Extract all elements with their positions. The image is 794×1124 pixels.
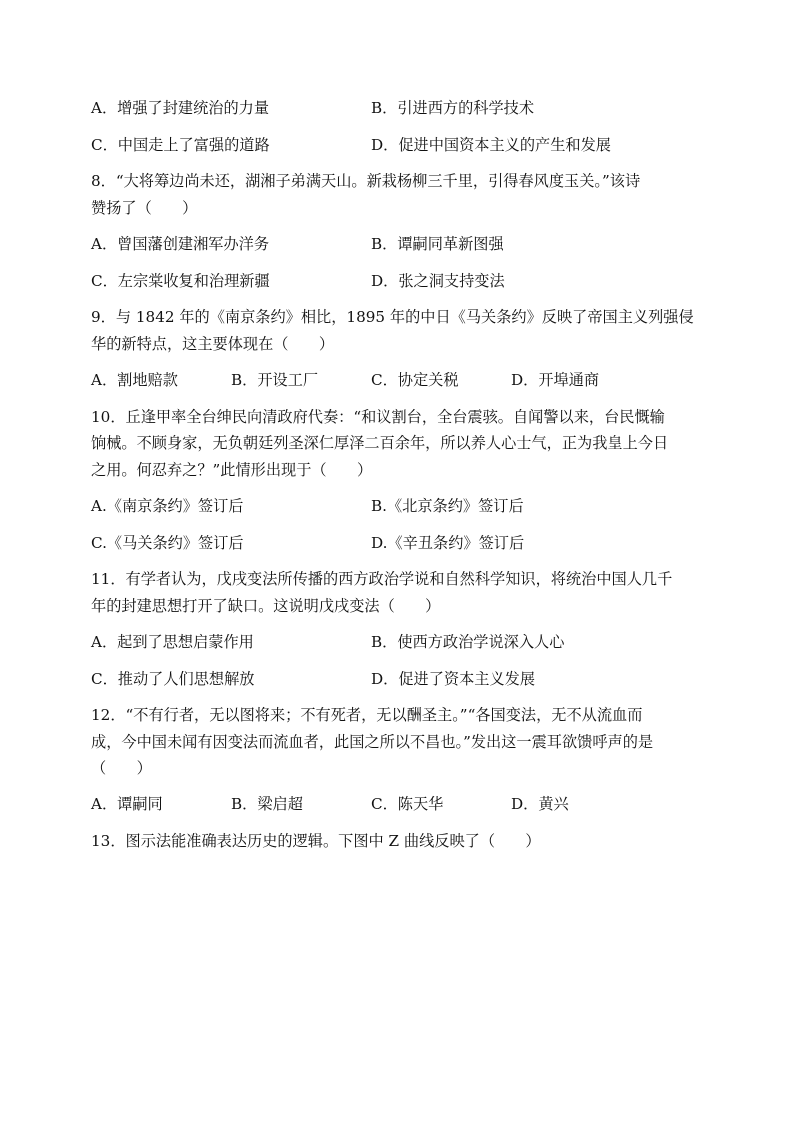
question-11-option-b[interactable]: B．使西方政治学说深入人心 bbox=[371, 633, 565, 651]
question-9-option-c[interactable]: C．协定关税 bbox=[371, 371, 459, 389]
question-12-option-c[interactable]: C．陈天华 bbox=[371, 795, 444, 813]
question-8-stem-line-1: 8．“大将筹边尚未还，湖湘子弟满天山。新栽杨柳三千里，引得春风度玉关。”该诗 bbox=[91, 172, 641, 190]
question-11-stem-line-2: 年的封建思想打开了缺口。这说明戊戌变法（ ） bbox=[91, 597, 441, 615]
question-8-option-c[interactable]: C．左宗棠收复和治理新疆 bbox=[91, 272, 270, 290]
question-9-option-b[interactable]: B．开设工厂 bbox=[231, 371, 319, 389]
question-12-stem-line-2: 成，今中国未闻有因变法而流血者，此国之所以不昌也。”发出这一震耳欲馈呼声的是 bbox=[91, 733, 654, 751]
question-10-stem-line-2: 饷械。不顾身家，无负朝廷列圣深仁厚泽二百余年，所以养人心士气，正为我皇上今日 bbox=[91, 434, 669, 452]
question-10-option-c[interactable]: C.《马关条约》签订后 bbox=[91, 534, 244, 552]
question-8-option-d[interactable]: D．张之洞支持变法 bbox=[371, 272, 505, 290]
question-10-option-b[interactable]: B.《北京条约》签订后 bbox=[371, 497, 524, 515]
question-12-option-b[interactable]: B．梁启超 bbox=[231, 795, 303, 813]
prev-question-option-d[interactable]: D．促进中国资本主义的产生和发展 bbox=[371, 136, 611, 154]
question-11-option-a[interactable]: A．起到了思想启蒙作用 bbox=[91, 633, 254, 651]
prev-question-option-c[interactable]: C．中国走上了富强的道路 bbox=[91, 136, 270, 154]
question-9-stem-line-2: 华的新特点，这主要体现在（ ） bbox=[91, 335, 334, 353]
question-13-stem-line-1: 13．图示法能准确表达历史的逻辑。下图中 Z 曲线反映了（ ） bbox=[91, 832, 541, 850]
question-10-option-a[interactable]: A.《南京条约》签订后 bbox=[91, 497, 244, 515]
question-11-option-c[interactable]: C．推动了人们思想解放 bbox=[91, 670, 255, 688]
question-9-option-d[interactable]: D．开埠通商 bbox=[511, 371, 600, 389]
question-10-stem-line-1: 10．丘逢甲率全台绅民向清政府代奏：“和议割台，全台震骇。自闻警以来，台民慨输 bbox=[91, 408, 665, 426]
question-9-option-a[interactable]: A．割地赔款 bbox=[91, 371, 178, 389]
question-12-stem-line-3: （ ） bbox=[91, 759, 152, 777]
question-8-option-b[interactable]: B．谭嗣同革新图强 bbox=[371, 235, 504, 253]
question-10-stem-line-3: 之用。何忍弃之？”此情形出现于（ ） bbox=[91, 461, 373, 479]
question-12-stem-line-1: 12．“不有行者，无以图将来；不有死者，无以酬圣主。”“各国变法，无不从流血而 bbox=[91, 706, 643, 724]
question-11-stem-line-1: 11．有学者认为，戊戌变法所传播的西方政治学说和自然科学知识，将统治中国人几千 bbox=[91, 570, 673, 588]
question-12-option-a[interactable]: A．谭嗣同 bbox=[91, 795, 163, 813]
question-12-option-d[interactable]: D．黄兴 bbox=[511, 795, 569, 813]
prev-question-option-a[interactable]: A．增强了封建统治的力量 bbox=[91, 99, 270, 117]
question-8-option-a[interactable]: A．曾国藩创建湘军办洋务 bbox=[91, 235, 270, 253]
prev-question-option-b[interactable]: B．引进西方的科学技术 bbox=[371, 99, 535, 117]
question-10-option-d[interactable]: D.《辛丑条约》签订后 bbox=[371, 534, 525, 552]
question-8-stem-line-2: 赞扬了（ ） bbox=[91, 199, 198, 217]
question-11-option-d[interactable]: D．促进了资本主义发展 bbox=[371, 670, 536, 688]
question-9-stem-line-1: 9．与 1842 年的《南京条约》相比，1895 年的中日《马关条约》反映了帝国主义列强侵 bbox=[91, 308, 694, 326]
